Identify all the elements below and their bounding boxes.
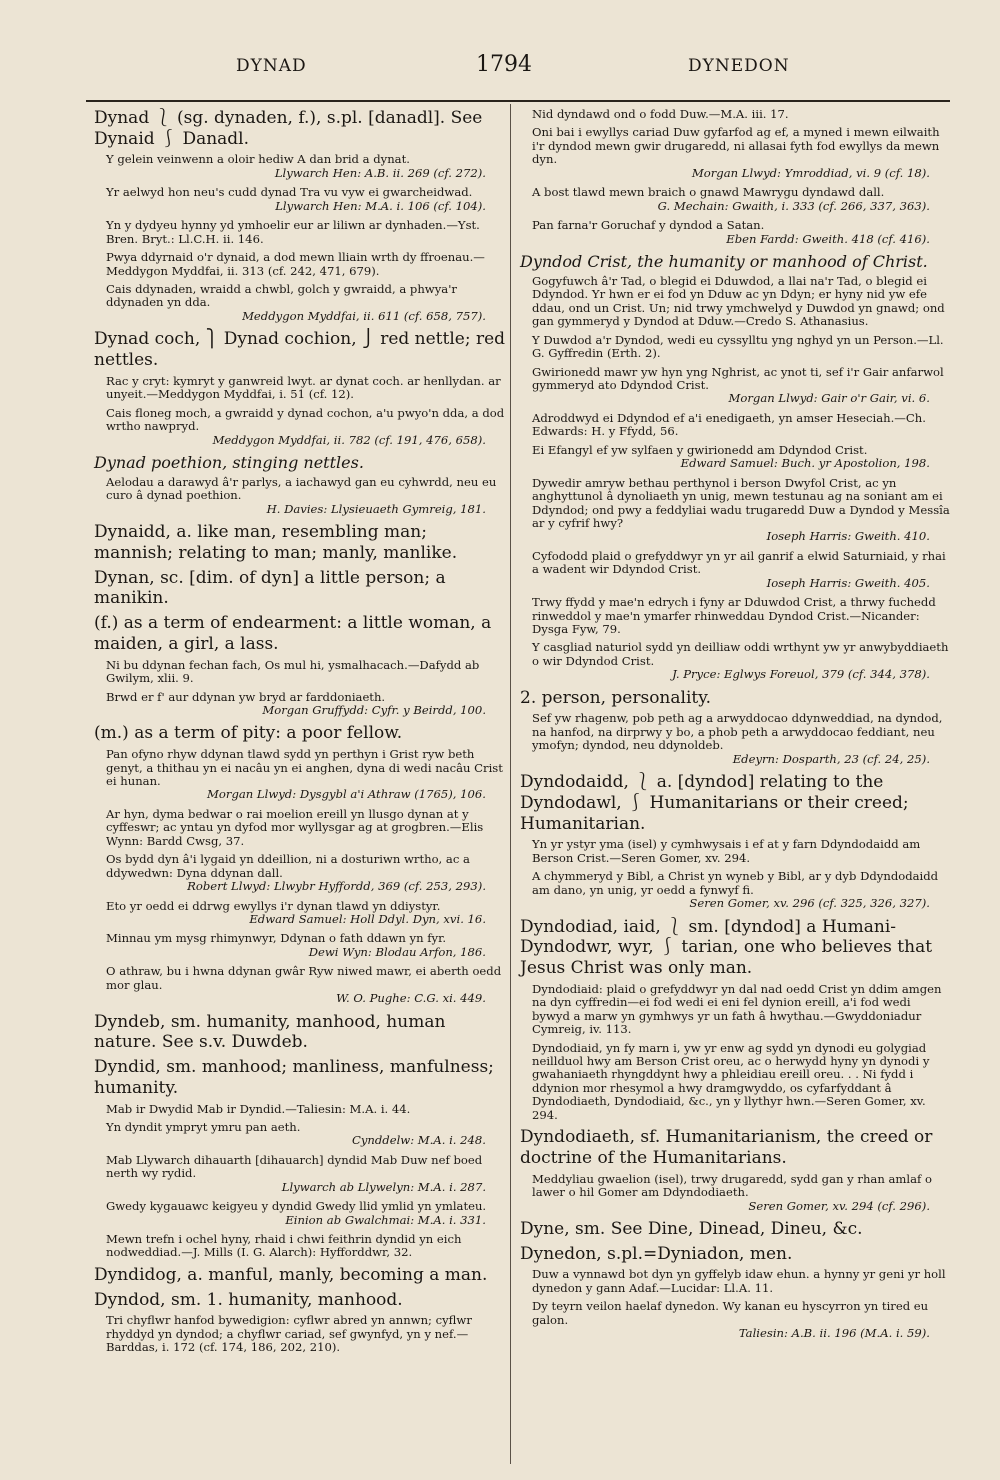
- citation-quote: Y gelein veinwenn a oloir hediw A dan brid a dynat.: [106, 152, 410, 167]
- dictionary-entry: Dynad coch, ⎫ Dynad cochion, ⎭ red nettle; red nettles.: [94, 329, 506, 371]
- citation-quote: A bost tlawd mewn braich o gnawd Mawrygu dyndawd dall.: [532, 185, 885, 200]
- citation-quote: Pan farna'r Goruchaf y dyndod a Satan.: [532, 218, 765, 233]
- citation-quote: Gogyfuwch â'r Tad, o blegid ei Dduwdod, a llai na'r Tad, o blegid ei Ddyndod. Yr hwn er ei fod yn Dduw ac yn Ddyn; er hyny nid yw efe ddau, ond un Crist. Un; nid trwy ymchwelyd y Duwdod yn gnawd; ond gan gymmeryd y Dyndod at Dduw.—Credo S. Athanasius.: [532, 273, 945, 329]
- column-divider: [510, 104, 511, 1464]
- right-column: [520, 108, 950, 1347]
- citation-source: Meddygon Myddfai, ii. 611 (cf. 658, 757).: [242, 308, 486, 323]
- citation-source: Ioseph Harris: Gweith. 405.: [766, 575, 930, 590]
- citation-quote: Gwedy kygauawc keigyeu y dyndid Gwedy llid ymlid yn ymlateu.: [106, 1199, 487, 1214]
- running-head-right: DYNEDON: [688, 56, 790, 76]
- citation-quote: Pwya ddyrnaid o'r dynaid, a dod mewn lliain wrth dy ffroenau.—Meddygon Myddfai, ii. 313 (cf. 242, 471, 679).: [106, 250, 485, 278]
- citation-source: H. Davies: Llysieuaeth Gymreig, 181.: [266, 501, 486, 516]
- citation-source: Seren Gomer, xv. 294 (cf. 296).: [748, 1198, 930, 1213]
- citation-quote: Rac y cryt: kymryt y ganwreid lwyt. ar dynat coch. ar henllydan. ar unyeit.—Meddygon Myddfai, i. 51 (cf. 12).: [106, 373, 501, 402]
- citation-source: Cynddelw: M.A. i. 248.: [351, 1133, 486, 1148]
- citation-source: Edward Samuel: Holl Ddyl. Dyn, xvi. 16.: [249, 911, 486, 926]
- citation-quote: Y Duwdod a'r Dyndod, wedi eu cyssylltu yng nghyd yn un Person.—Ll. G. Gyffredin (Erth. 2).: [532, 332, 944, 361]
- header-rule: [86, 100, 950, 102]
- citation-source: Edeyrn: Dosparth, 23 (cf. 24, 25).: [732, 751, 930, 766]
- running-head-left: DYNAD: [236, 56, 307, 76]
- citation-source: Dewi Wyn: Blodau Arfon, 186.: [308, 944, 486, 959]
- dictionary-entry: Dynan, sc. [dim. of dyn] a little person; a manikin.: [94, 567, 446, 609]
- citation-quote: Sef yw rhagenw, pob peth ag a arwyddocao ddynweddiad, na dyndod, na hanfod, na dirprwy y bo, a phob peth a arwyddocao feddiant, neu ymofyn; dyndod, neu ddynoldeb.: [532, 711, 943, 753]
- citation-quote: Meddyliau gwaelion (isel), trwy drugaredd, sydd gan y rhan amlaf o lawer o hil Gomer am Ddyndodiaeth.: [532, 1171, 932, 1200]
- dictionary-entry: 2. person, personality.: [520, 687, 711, 708]
- citation-source: Morgan Llwyd: Dysgybl a'i Athraw (1765), 106.: [207, 787, 486, 802]
- sub-entry: Dynad poethion, stinging nettles.: [94, 452, 364, 472]
- dictionary-entry: Dynaidd, a. like man, resembling man; mannish; relating to man; manly, manlike.: [94, 522, 458, 563]
- citation-source: Meddygon Myddfai, ii. 782 (cf. 191, 476, 658).: [212, 432, 486, 447]
- citation-quote: Os bydd dyn â'i lygaid yn ddeillion, ni a dosturiwn wrtho, ac a ddywedwn: Dyna ddynan dall.: [106, 852, 470, 880]
- citation-quote: Minnau ym mysg rhimynwyr, Ddynan o fath ddawn yn fyr.: [106, 931, 447, 946]
- citation-quote: Dywedir amryw bethau perthynol i berson Dwyfol Crist, ac yn anghyttunol â dynoliaeth yn unig, mewn testunau ag na soniant am ei Ddyndod; ond pwy a feddyliai wadu trugaredd Duw a Dyndod y Messîa ar y cyfrif hwy?: [532, 475, 950, 530]
- citation-quote: Mab Llywarch dihauarth [dihauarch] dyndid Mab Duw nef boed nerth wy rydid.: [106, 1152, 483, 1181]
- citation-quote: Brwd er f' aur ddynan yw bryd ar farddoniaeth.: [106, 689, 386, 704]
- citation-quote: Yn y dydyeu hynny yd ymhoelir eur ar liliwn ar dynhaden.—Yst. Bren. Bryt.: Ll.C.H. ii. 146.: [106, 218, 480, 246]
- citation-source: Taliesin: A.B. ii. 196 (M.A. i. 59).: [738, 1326, 930, 1341]
- dictionary-entry: Dyndodiaeth, sf. Humanitarianism, the creed or doctrine of the Humanitarians.: [520, 1127, 933, 1168]
- sub-entry: Dyndod Crist, the humanity or manhood of Christ.: [520, 251, 928, 271]
- citation-source: W. O. Pughe: C.G. xi. 449.: [336, 991, 486, 1006]
- citation-source: Morgan Llwyd: Ymroddiad, vi. 9 (cf. 18).: [691, 165, 930, 180]
- citation-source: Edward Samuel: Buch. yr Apostolion, 198.: [680, 456, 930, 471]
- citation-quote: Oni bai i ewyllys cariad Duw gyfarfod ag ef, a myned i mewn eilwaith i'r dyndod mewn gwir drugaredd, ni allasai fyth fod ewyllys da mewn dyn.: [532, 125, 940, 167]
- citation-quote: Duw a vynnawd bot dyn yn gyffelyb idaw ehun. a hynny yr geni yr holl dynedon y gann Adaf.—Lucidar: Ll.A. 11.: [532, 1267, 946, 1295]
- citation-quote: Mab ir Dwydid Mab ir Dyndid.—Taliesin: M.A. i. 44.: [106, 1101, 411, 1116]
- citation-quote: Yn dyndit ympryt ymru pan aeth.: [106, 1119, 301, 1134]
- citation-quote: Gwirionedd mawr yw hyn yng Nghrist, ac ynot ti, sef i'r Gair anfarwol gymmeryd ato Ddyndod Crist.: [532, 364, 944, 392]
- dictionary-entry: (f.) as a term of endearment: a little woman, a maiden, a girl, a lass.: [94, 613, 492, 654]
- citation-quote: Adroddwyd ei Ddyndod ef a'i enedigaeth, yn amser Heseciah.—Ch. Edwards: H. y Ffydd, 56.: [532, 410, 926, 439]
- citation-quote: Cais ddynaden, wraidd a chwbl, golch y gwraidd, a phwya'r ddynaden yn dda.: [106, 281, 457, 310]
- citation-quote: Yr aelwyd hon neu's cudd dynad Tra vu vyw ei gwarcheidwad.: [106, 185, 473, 200]
- citation-quote: Pan ofyno rhyw ddynan tlawd sydd yn perthyn i Grist ryw beth genyt, a thithau yn ei nacâu yn ei anghen, dyna di wedi nacâu Crist ei hunan.: [106, 747, 503, 789]
- citation-quote: Aelodau a darawyd â'r parlys, a iachawyd gan eu cyhwrdd, neu eu curo â dynad poethion.: [106, 474, 497, 503]
- citation-quote: Nid dyndawd ond o fodd Duw.—M.A. iii. 17.: [532, 107, 789, 121]
- citation-source: Seren Gomer, xv. 296 (cf. 325, 326, 327).: [689, 896, 930, 911]
- citation-source: Llywarch ab Llywelyn: M.A. i. 287.: [281, 1179, 486, 1194]
- citation-quote: Ni bu ddynan fechan fach, Os mul hi, ysmalhacach.—Dafydd ab Gwilym, xlii. 9.: [106, 657, 480, 686]
- citation-source: G. Mechain: Gwaith, i. 333 (cf. 266, 337, 363).: [657, 198, 930, 213]
- citation-quote: Cyfododd plaid o grefyddwyr yn yr ail ganrif a elwid Saturniaid, y rhai a wadent wir Ddyndod Crist.: [532, 548, 946, 577]
- dictionary-entry: Dyndod, sm. 1. humanity, manhood.: [94, 1289, 403, 1310]
- citation-source: Morgan Llwyd: Gair o'r Gair, vi. 6.: [728, 391, 930, 406]
- citation-quote: Dyndodiaid: plaid o grefyddwyr yn dal nad oedd Crist yn ddim amgen na dyn cyffredin—ei fod wedi ei eni fel dynion ereill, a'i fod wedi bywyd a marw yn gymhwys yr un fath â hwythau.—Gwyddoniadur Cymreig, iv. 113.: [532, 981, 942, 1037]
- citation-quote: Ar hyn, dyma bedwar o rai moelion ereill yn llusgo dynan at y cyffeswr; ac yntau yn dyfod mor wyllysgar ag at grogbren.—Elis Wynn: Bardd Cwsg, 37.: [106, 806, 484, 848]
- dictionary-entry: Dyndodaidd, ⎱ a. [dyndod] relating to the Dyndodawl, ⎰ Humanitarians or their creed; Humanitarian.: [520, 772, 909, 834]
- dictionary-entry: Dynedon, s.pl.=Dyniadon, men.: [520, 1243, 793, 1264]
- citation-quote: Dy teyrn veilon haelaf dynedon. Wy kanan eu hyscyrron yn tired eu galon.: [532, 1299, 929, 1327]
- dictionary-entry: Dyne, sm. See Dine, Dinead, Dineu, &c.: [520, 1218, 863, 1239]
- citation-quote: Yn yr ystyr yma (isel) y cymhwysais i ef at y farn Ddyndodaidd am Berson Crist.—Seren Gomer, xv. 294.: [532, 837, 921, 865]
- citation-source: Einion ab Gwalchmai: M.A. i. 331.: [285, 1212, 486, 1227]
- citation-quote: Y casgliad naturiol sydd yn deilliaw oddi wrthynt yw yr anwybyddiaeth o wir Ddyndod Crist.: [532, 640, 949, 668]
- page-number: 1794: [476, 52, 532, 77]
- citation-quote: Tri chyflwr hanfod bywedigion: cyflwr abred yn annwn; cyflwr rhyddyd yn dyndod; a chyflwr cariad, sef gwynfyd, yn y nef.—Barddas, i. 172 (cf. 174, 186, 202, 210).: [106, 1313, 472, 1355]
- dictionary-entry: Dyndid, sm. manhood; manliness, manfulness; humanity.: [94, 1057, 494, 1098]
- citation-quote: Ei Efangyl ef yw sylfaen y gwirionedd am Ddyndod Crist.: [532, 442, 868, 457]
- dictionary-entry: Dynad ⎱ (sg. dynaden, f.), s.pl. [danadl]. See Dynaid ⎰ Danadl.: [94, 108, 483, 149]
- citation-quote: Dyndodiaid, yn fy marn i, yw yr enw ag sydd yn dynodi eu golygiad neillduol hwy am Berson Crist oreu, ac o herwydd hyny yn dynodi y gwahaniaeth rhyngddynt hwy a phleidiau ereill oreu. . . Ni fydd i ddynion mor rhesymol a hwy dramgwyddo, os cyfarfyddant â Dyndodiaeth, Dyndodiaid, &c., yn y llythyr hwn.—Seren Gomer, xv. 294.: [532, 1040, 930, 1122]
- dictionary-entry: Dyndodiad, iaid, ⎱ sm. [dyndod] a Humani- Dyndodwr, wyr, ⎰ tarian, one who believes that Jesus Christ was only man.: [520, 916, 933, 979]
- citation-source: Llywarch Hen: M.A. i. 106 (cf. 104).: [275, 198, 486, 213]
- citation-quote: Mewn trefn i ochel hyny, rhaid i chwi feithrin dyndid yn eich nodweddiad.—J. Mills (I. G. Alarch): Hyfforddwr, 32.: [106, 1232, 462, 1260]
- dictionary-entry: (m.) as a term of pity: a poor fellow.: [94, 723, 403, 744]
- citation-source: Morgan Gruffydd: Cyfr. y Beirdd, 100.: [262, 702, 486, 717]
- citation-source: Ioseph Harris: Gweith. 410.: [766, 529, 930, 544]
- dictionary-entry: Dyndeb, sm. humanity, manhood, human nature. See s.v. Duwdeb.: [94, 1011, 446, 1053]
- citation-quote: Trwy ffydd y mae'n edrych i fyny ar Dduwdod Crist, a thrwy fuchedd rinweddol y mae'n ymarfer rhinweddau Dyndod Crist.—Nicander: Dysga Fyw, 79.: [532, 595, 936, 636]
- citation-source: Llywarch Hen: A.B. ii. 269 (cf. 272).: [274, 165, 486, 180]
- citation-source: Eben Fardd: Gweith. 418 (cf. 416).: [726, 231, 930, 246]
- citation-source: J. Pryce: Eglwys Foreuol, 379 (cf. 344, 378).: [672, 667, 930, 682]
- citation-quote: O athraw, bu i hwna ddynan gwâr Ryw niwed mawr, ei aberth oedd mor glau.: [106, 964, 502, 992]
- citation-quote: A chymmeryd y Bibl, a Christ yn wyneb y Bibl, ar y dyb Ddyndodaidd am dano, yn unig, yr oedd a fynwyf fi.: [532, 869, 939, 897]
- citation-source: Robert Llwyd: Llwybr Hyffordd, 369 (cf. 253, 293).: [187, 879, 486, 894]
- citation-quote: Eto yr oedd ei ddrwg ewyllys i'r dynan tlawd yn ddiystyr.: [106, 898, 441, 913]
- citation-quote: Cais floneg moch, a gwraidd y dynad cochon, a'u pwyo'n dda, a dod wrtho nawpryd.: [106, 405, 505, 434]
- left-column: [94, 108, 506, 1360]
- dictionary-entry: Dyndidog, a. manful, manly, becoming a man.: [94, 1264, 488, 1285]
